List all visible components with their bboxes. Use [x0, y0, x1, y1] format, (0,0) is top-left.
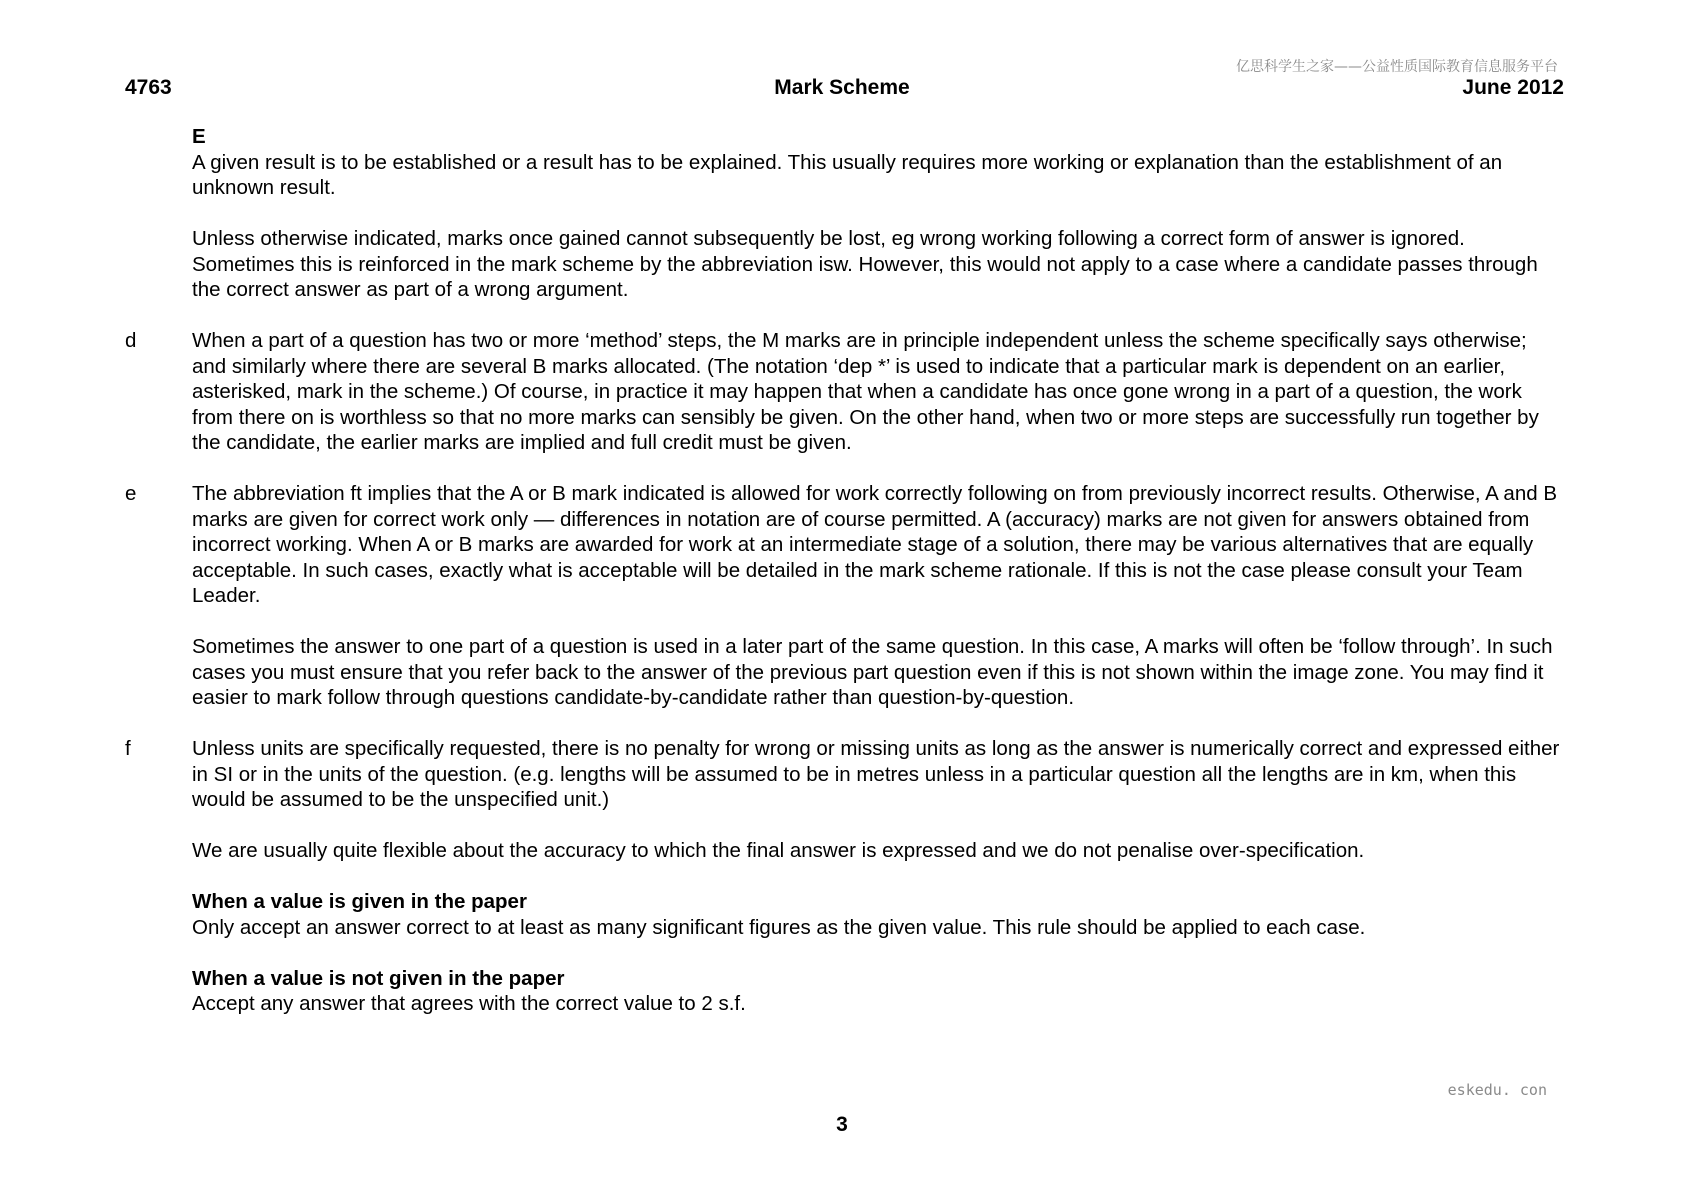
- paragraph: When a part of a question has two or more ‘method’ steps, the M marks are in principle independent unless the scheme specifically says otherwise; and similarly where there are several B marks allocated. (The notation ‘dep *’ is used to indicate that a particular mark is dependent on an earlier, asterisked, mark in the scheme.) Of course, in practice it may happen that when a candidate has once gone wrong in a part of a question, the work from there on is worthless so that no more marks can sensibly be given. On the other hand, when two or more steps are successfully run together by the candidate, the earlier marks are implied and full credit must be given.: [192, 329, 1539, 454]
- paragraph: The abbreviation ft implies that the A or B mark indicated is allowed for work correctly following on from previously incorrect results. Otherwise, A and B marks are given for correct work only — differences in notation are of course permitted. A (accuracy) marks are not given for answers obtained from incorrect working. When A or B marks are awarded for work at an intermediate stage of a solution, there may be various alternatives that are equally acceptable. In such cases, exactly what is acceptable will be detailed in the mark scheme rationale. If this is not the case please consult your Team Leader.: [192, 482, 1557, 607]
- section-e: [125, 481, 1565, 711]
- paragraph: Only accept an answer correct to at least as many significant figures as the given value. This rule should be applied to each case.: [192, 915, 1366, 939]
- watermark-bottom: eskedu. con: [1447, 1081, 1547, 1099]
- paper-code: 4763: [125, 76, 172, 99]
- section-label: f: [125, 737, 131, 760]
- paragraph: Unless otherwise indicated, marks once gained cannot subsequently be lost, eg wrong working following a correct form of answer is ignored. Sometimes this is reinforced in the mark scheme by the abbreviation isw. However, this would not apply to a case where a candidate passes through the correct answer as part of a wrong argument.: [192, 227, 1538, 301]
- section-d: [125, 328, 1565, 456]
- page-number: 3: [836, 1113, 848, 1136]
- section-f: [125, 736, 1565, 1017]
- section-e-upper: [125, 124, 1565, 303]
- watermark-top: 亿思科学生之家——公益性质国际教育信息服务平台: [1236, 59, 1558, 75]
- section-label: e: [125, 482, 137, 505]
- subheading-value-not-given: When a value is not given in the paper: [192, 966, 565, 990]
- paragraph: Sometimes the answer to one part of a question is used in a later part of the same question. In this case, A marks will often be ‘follow through’. In such cases you must ensure that you refer back to the answer of the previous part question even if this is not shown within the image zone. You may find it easier to mark follow through questions candidate-by-candidate rather than question-by-question.: [192, 635, 1553, 709]
- document-title: Mark Scheme: [774, 76, 910, 99]
- section-label: d: [125, 329, 137, 352]
- section-heading: E: [192, 125, 206, 148]
- paragraph: A given result is to be established or a result has to be explained. This usually requires more working or explanation than the establishment of an unknown result.: [192, 150, 1503, 199]
- paragraph: Accept any answer that agrees with the correct value to 2 s.f.: [192, 992, 746, 1015]
- paragraph: Unless units are specifically requested, there is no penalty for wrong or missing units as long as the answer is numerically correct and expressed either in SI or in the units of the question. (e.g. lengths will be assumed to be in metres unless in a particular question all the lengths are in km, when this would be assumed to be the unspecified unit.): [192, 737, 1560, 811]
- mark-scheme-body: [125, 124, 1565, 1017]
- paragraph: We are usually quite flexible about the accuracy to which the final answer is expressed and we do not penalise over-specification.: [192, 839, 1365, 862]
- subheading-value-given: When a value is given in the paper: [192, 890, 527, 913]
- exam-date: June 2012: [1462, 76, 1564, 99]
